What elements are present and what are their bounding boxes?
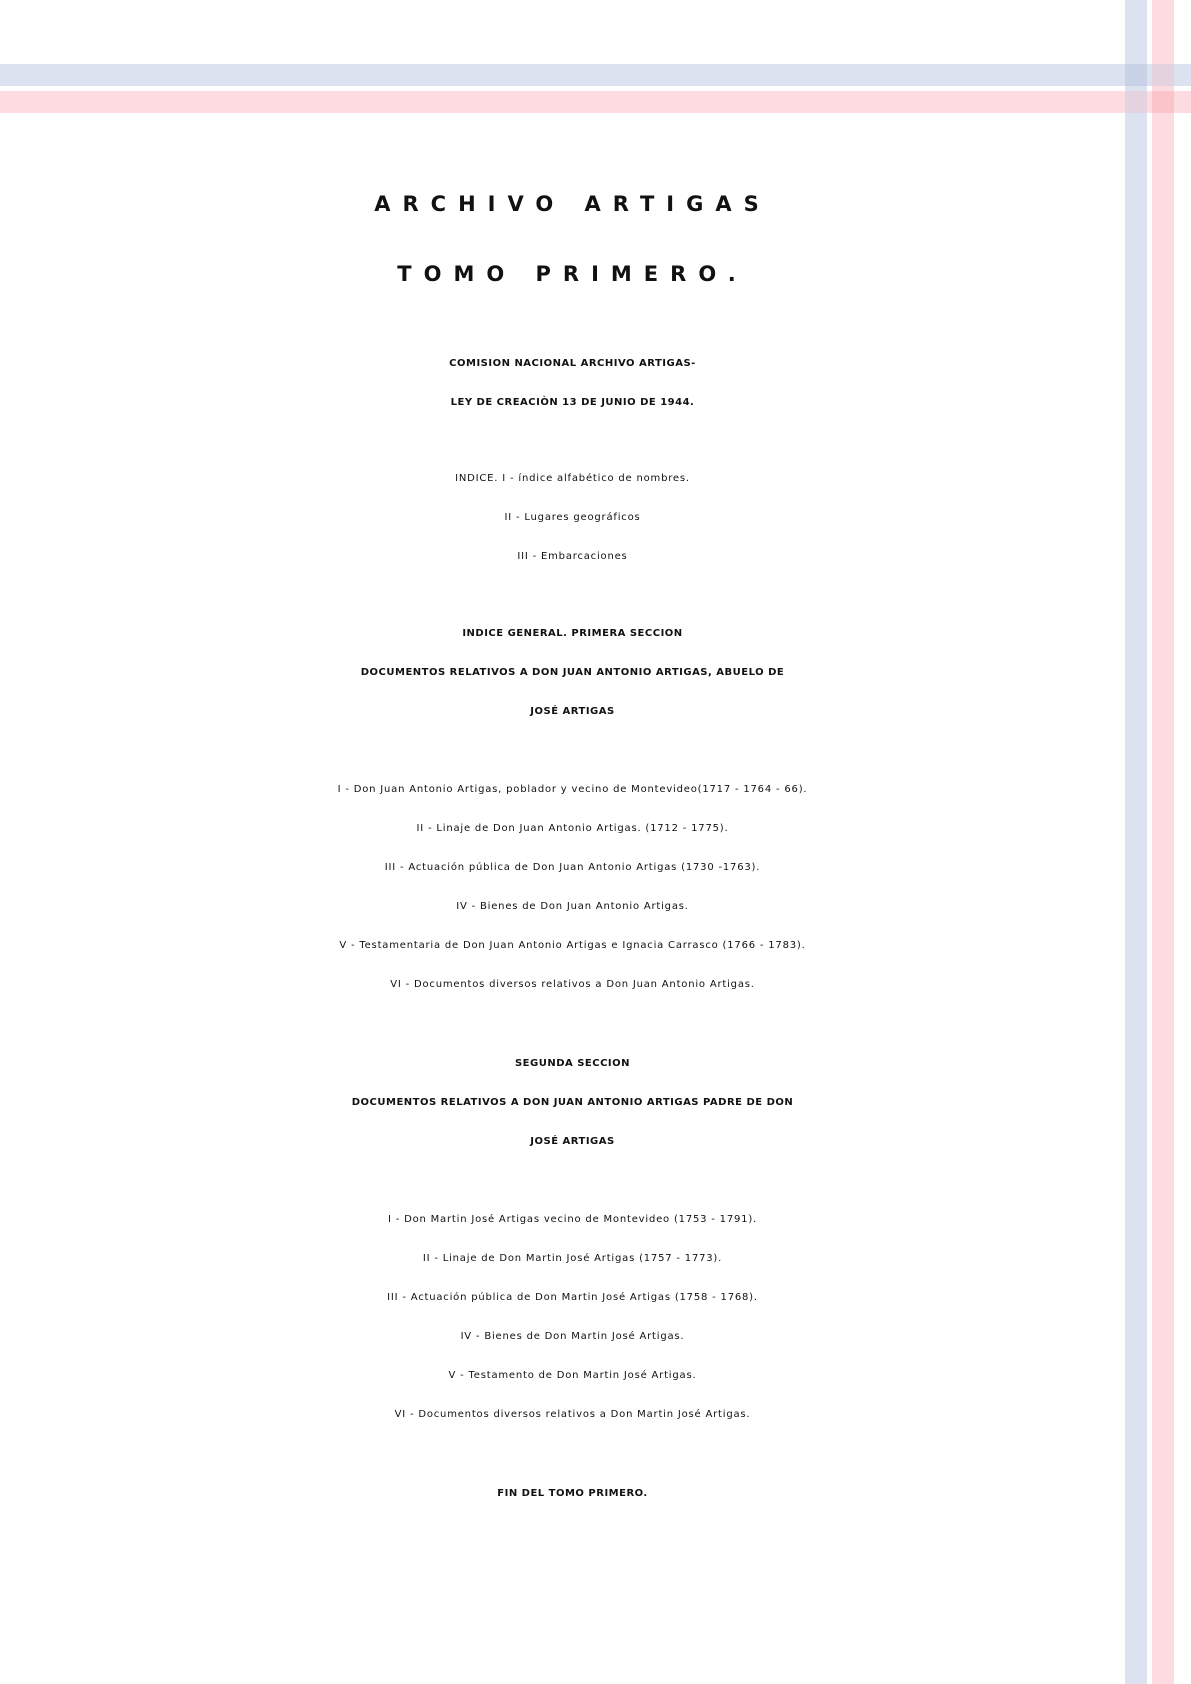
list-item: I - Don Martin José Artigas vecino de Montevideo (1753 - 1791). (387, 1214, 757, 1225)
section-heading-line: SEGUNDA SECCION (514, 1058, 631, 1069)
list-item: III - Actuación pública de Don Juan Antonio Artigas (1730 -1763). (384, 862, 761, 873)
list-item: IV - Bienes de Don Juan Antonio Artigas. (456, 901, 689, 912)
list-item: V - Testamentaria de Don Juan Antonio Artigas e Ignacia Carrasco (1766 - 1783). (339, 940, 806, 951)
list-item: II - Linaje de Don Juan Antonio Artigas. (1712 - 1775). (416, 823, 729, 834)
section-heading-line: JOSÉ ARTIGAS (530, 706, 615, 717)
index-list (0, 459, 1145, 576)
list-item: III - Actuación pública de Don Martin José Artigas (1758 - 1768). (387, 1292, 758, 1303)
commission-line: LEY DE CREACIÒN 13 DE JUNIO DE 1944. (450, 397, 695, 408)
section-heading-line: INDICE GENERAL. PRIMERA SECCION (462, 628, 683, 639)
stripe-crossing (1125, 64, 1147, 86)
section2-list (0, 1200, 1145, 1434)
commission-line: COMISION NACIONAL ARCHIVO ARTIGAS- (449, 358, 696, 369)
list-item: V - Testamento de Don Martin José Artigas. (448, 1370, 697, 1381)
section1-list (0, 770, 1145, 1004)
list-item: VI - Documentos diversos relativos a Don Martin José Artigas. (394, 1409, 751, 1420)
list-item: I - Don Juan Antonio Artigas, poblador y vecino de Montevideo(1717 - 1764 - 66). (337, 784, 808, 795)
page-subtitle: TOMO PRIMERO. (397, 262, 748, 286)
list-item: IV - Bienes de Don Martin José Artigas. (460, 1331, 685, 1342)
section-heading-line: DOCUMENTOS RELATIVOS A DON JUAN ANTONIO ARTIGAS, ABUELO DE (360, 667, 785, 678)
stripe-crossing (1125, 91, 1147, 113)
vertical-pink-stripe (1152, 0, 1174, 1684)
horizontal-pink-stripe (0, 91, 1191, 113)
list-item: VI - Documentos diversos relativos a Don Juan Antonio Artigas. (390, 979, 755, 990)
section-heading-line: JOSÉ ARTIGAS (530, 1136, 615, 1147)
list-item: II - Linaje de Don Martin José Artigas (1757 - 1773). (422, 1253, 723, 1264)
commission-heading (0, 344, 1145, 422)
horizontal-blue-stripe (0, 64, 1191, 86)
index-item: III - Embarcaciones (517, 551, 628, 562)
stripe-crossing (1152, 91, 1174, 113)
section-heading-line: DOCUMENTOS RELATIVOS A DON JUAN ANTONIO ARTIGAS PADRE DE DON (351, 1097, 794, 1108)
end-of-volume: FIN DEL TOMO PRIMERO. (497, 1488, 648, 1499)
index-item: INDICE. I - índice alfabético de nombres. (455, 473, 690, 484)
section1-heading (0, 614, 1145, 731)
stripe-crossing (1152, 64, 1174, 86)
section2-heading (0, 1044, 1145, 1161)
index-item: II - Lugares geográficos (504, 512, 641, 523)
page-title: ARCHIVO ARTIGAS (374, 192, 771, 216)
